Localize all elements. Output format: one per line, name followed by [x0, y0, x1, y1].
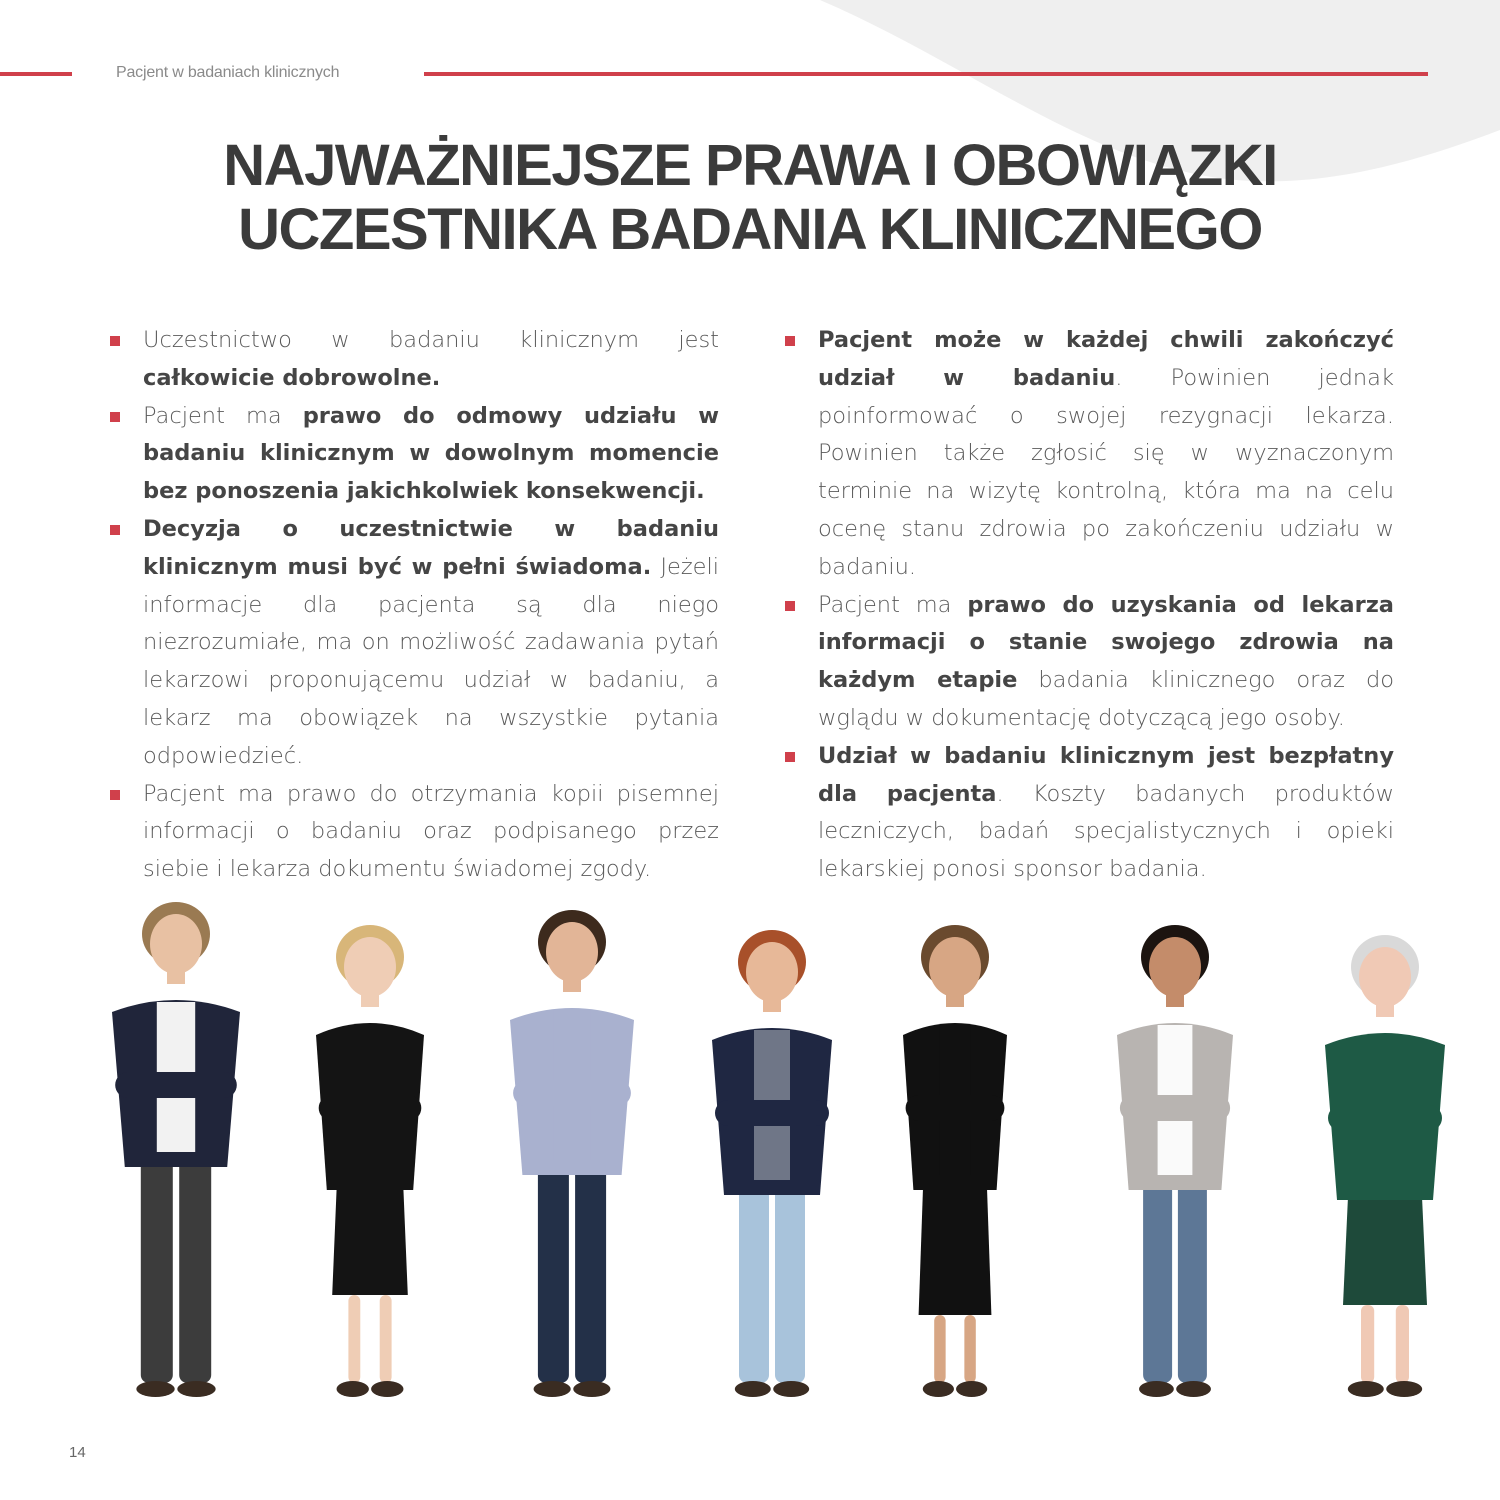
- bullet-text-bold: Decyzja o uczestnictwie w badaniu klinicznym musi być w pełni świadoma.: [143, 515, 719, 580]
- title-line: NAJWAŻNIEJSZE PRAWA I OBOWIĄZKI: [223, 133, 1277, 198]
- bullet-item: [143, 511, 719, 776]
- page-number: 14: [69, 1444, 86, 1461]
- bullet-item: [818, 587, 1394, 738]
- person-figure: [1325, 935, 1445, 1397]
- bullet-square-icon: [785, 336, 795, 346]
- header-rule-right: [424, 72, 1428, 76]
- people-photo-strip: [0, 880, 1500, 1420]
- bullet-text: badania klinicznego oraz do wglądu w dokumentację dotyczącą jego osoby.: [818, 667, 1394, 731]
- title-line: UCZESTNIKA BADANIA KLINICZNEGO: [238, 197, 1262, 262]
- person-figure: [903, 925, 1007, 1397]
- bullet-text-bold: prawo do uzyskania od lekarza informacji o stanie swojego zdrowia na każdym etapie: [818, 591, 1394, 694]
- bullet-text-bold: Udział w badaniu klinicznym jest bezpłatny dla pacjenta: [818, 742, 1394, 807]
- person-figure: [316, 925, 424, 1397]
- bullet-square-icon: [785, 601, 795, 611]
- running-head: Pacjent w badaniach klinicznych: [116, 64, 340, 81]
- bullet-item: [818, 738, 1394, 889]
- bullet-square-icon: [785, 752, 795, 762]
- bullet-item: [143, 322, 719, 398]
- bullet-text: Pacjent ma: [143, 402, 303, 429]
- bullet-square-icon: [110, 790, 120, 800]
- bullet-text-bold: całkowicie dobrowolne.: [143, 364, 441, 391]
- bullet-square-icon: [110, 336, 120, 346]
- bullet-text: Pacjent ma prawo do otrzymania kopii pisemnej informacji o badaniu oraz podpisanego przez siebie i lekarza dokumentu świadomej zgody.: [143, 780, 719, 883]
- right-column-list: [818, 322, 1394, 889]
- bullet-item: [143, 398, 719, 511]
- bullet-text: Pacjent ma: [818, 591, 968, 618]
- bullet-item: [143, 776, 719, 889]
- header-rule-left: [0, 72, 72, 76]
- person-figure: [1117, 925, 1233, 1397]
- person-figure: [712, 930, 832, 1397]
- bullet-item: [818, 322, 1394, 587]
- bullet-text: Jeżeli informacje dla pacjenta są dla niego niezrozumiałe, ma on możliwość zadawania pytań lekarzowi proponującemu udział w badaniu, a lekarz ma obowiązek na wszystkie pytania odpowiedzieć.: [143, 553, 719, 769]
- bullet-text-bold: Pacjent może w każdej chwili zakończyć udział w badaniu: [818, 327, 1394, 391]
- bullet-text: . Koszty badanych produktów leczniczych, badań specjalistycznych i opieki lekarskiej ponosi sponsor badania.: [818, 780, 1394, 883]
- page-title: [0, 134, 1500, 262]
- bullet-square-icon: [110, 412, 120, 422]
- bullet-text-bold: prawo do odmowy udziału w badaniu klinicznym w dowolnym momencie bez ponoszenia jakichkolwiek konsekwencji.: [143, 402, 720, 505]
- person-figure: [112, 902, 240, 1397]
- person-figure: [510, 910, 634, 1397]
- bullet-square-icon: [110, 525, 120, 535]
- bullet-text: . Powinien jednak poinformować o swojej rezygnacji lekarza. Powinien także zgłosić się w wyznaczonym terminie na wizytę kontrolną, która ma na celu ocenę stanu zdrowia po zakończeniu udziału w badaniu.: [818, 364, 1394, 580]
- left-column-list: [143, 322, 719, 889]
- bullet-text: Uczestnictwo w badaniu klinicznym jest: [143, 327, 719, 353]
